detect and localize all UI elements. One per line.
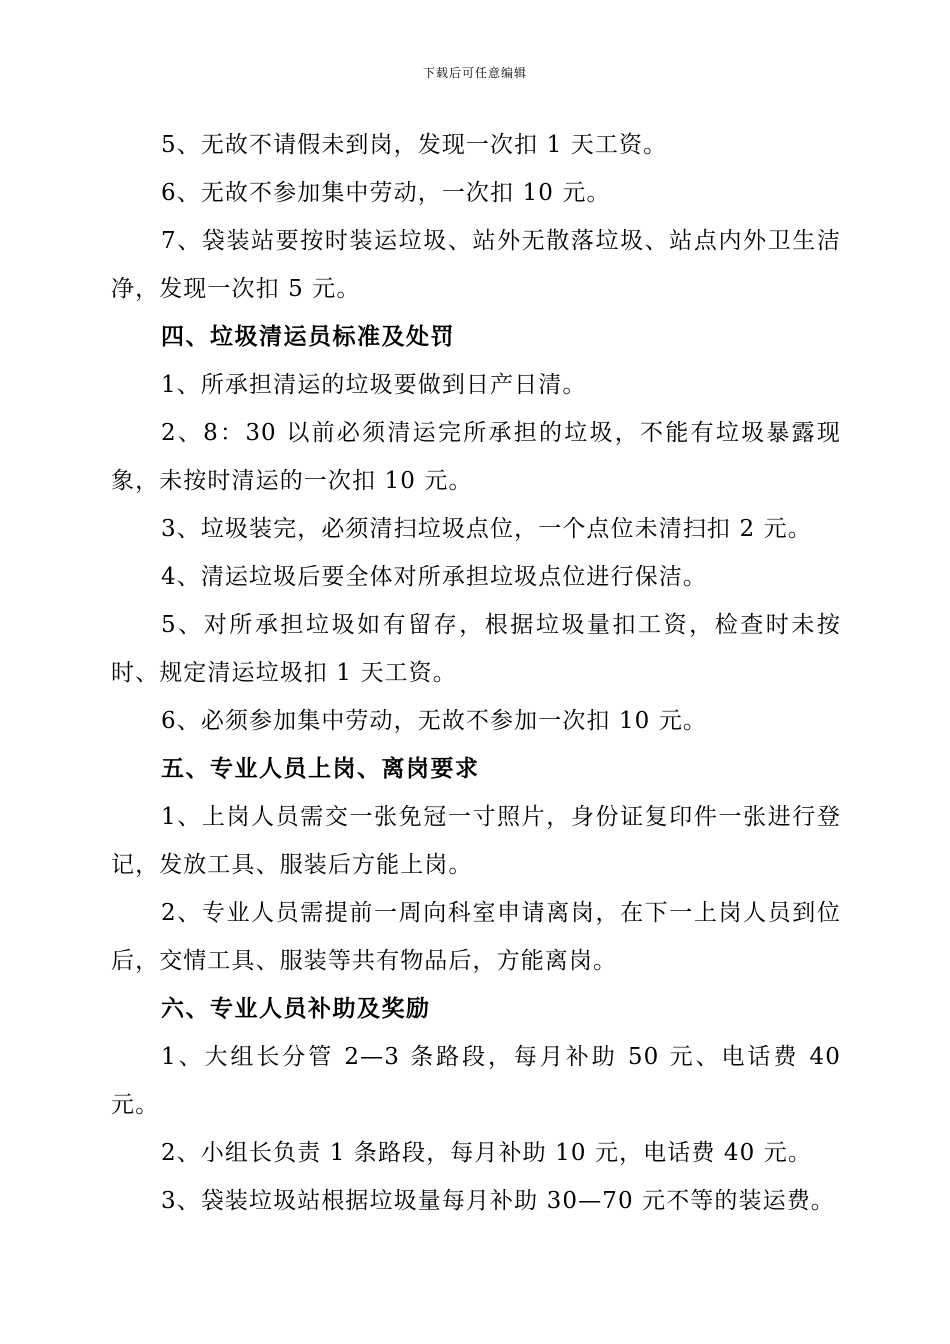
page-header: 下载后可任意编辑 (422, 66, 527, 80)
rule-item: 2、小组长负责 1 条路段，每月补助 10 元，电话费 40 元。 (161, 1140, 812, 1166)
rule-item: 6、无故不参加集中劳动，一次扣 10 元。 (161, 180, 611, 206)
section-heading: 五、专业人员上岗、离岗要求 (161, 755, 480, 782)
rule-item: 5、无故不请假未到岗，发现一次扣 1 天工资。 (161, 132, 668, 158)
rule-item: 3、袋装垃圾站根据垃圾量每月补助 30—70 元不等的装运费。 (161, 1188, 835, 1214)
document-body (111, 121, 841, 1225)
rule-item: 2、8：30 以前必须清运完所承担的垃圾，不能有垃圾暴露现象，未按时清运的一次扣 10 元。 (111, 420, 841, 494)
rule-item: 6、必须参加集中劳动，无故不参加一次扣 10 元。 (161, 708, 708, 734)
rule-item: 1、大组长分管 2—3 条路段，每月补助 50 元、电话费 40 元。 (111, 1044, 841, 1118)
section-heading: 四、垃圾清运员标准及处罚 (161, 323, 455, 350)
rule-item: 1、上岗人员需交一张免冠一寸照片，身份证复印件一张进行登记，发放工具、服装后方能上岗。 (111, 804, 841, 878)
rule-item: 4、清运垃圾后要全体对所承担垃圾点位进行保洁。 (161, 564, 707, 590)
rule-item: 5、对所承担垃圾如有留存，根据垃圾量扣工资，检查时未按时、规定清运垃圾扣 1 天工资。 (111, 612, 841, 686)
rule-item: 1、所承担清运的垃圾要做到日产日清。 (161, 372, 587, 398)
rule-item: 3、垃圾装完，必须清扫垃圾点位，一个点位未清扫扣 2 元。 (161, 516, 812, 542)
rule-item: 2、专业人员需提前一周向科室申请离岗，在下一上岗人员到位后，交情工具、服装等共有物品后，方能离岗。 (111, 900, 841, 974)
rule-item: 7、袋装站要按时装运垃圾、站外无散落垃圾、站点内外卫生洁净，发现一次扣 5 元。 (111, 228, 841, 302)
section-heading: 六、专业人员补助及奖励 (161, 995, 431, 1022)
